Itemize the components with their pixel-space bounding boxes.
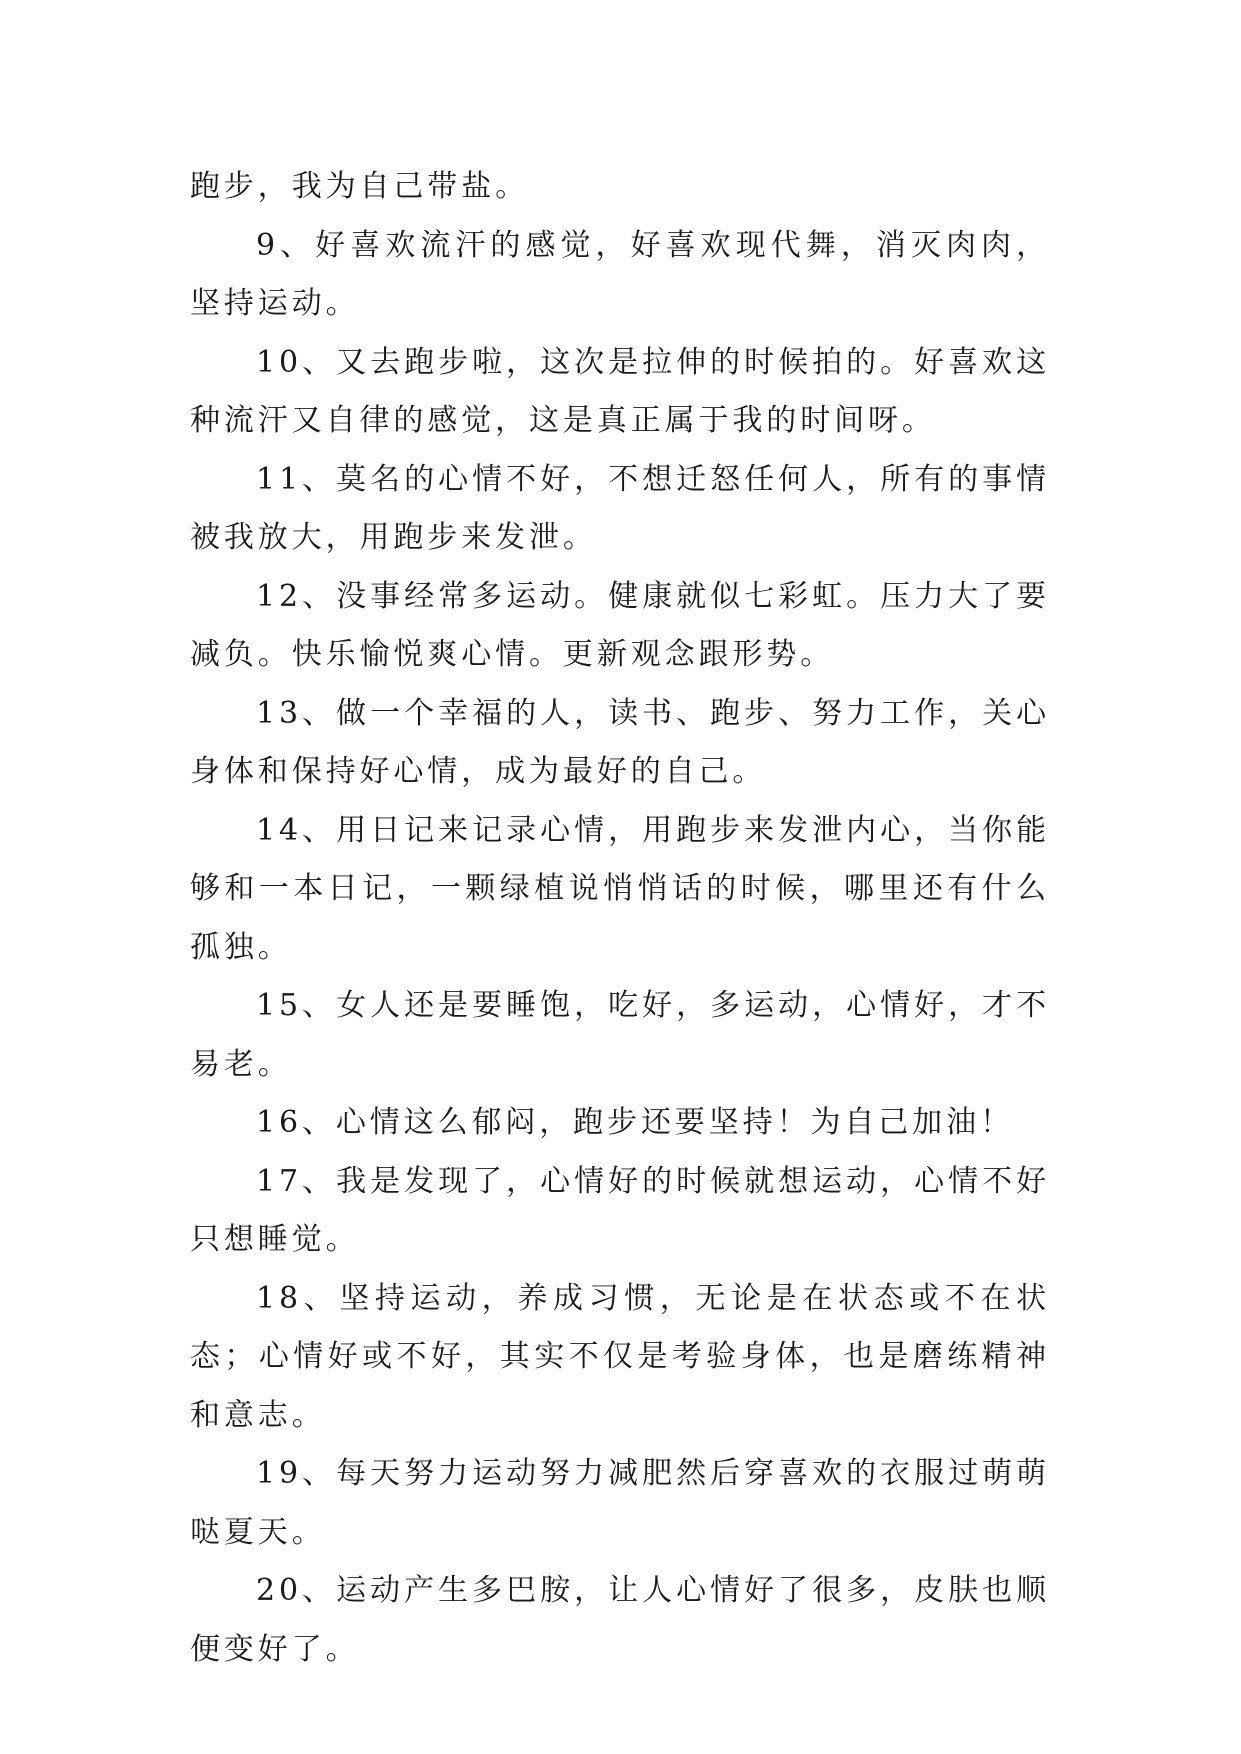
paragraph-item-16: 16、心情这么郁闷，跑步还要坚持！为自己加油！ [256,1105,1014,1140]
paragraph-item-9: 9、好喜欢流汗的感觉，好喜欢现代舞，消灭肉肉，坚持运动。 [190,227,1050,321]
paragraph-item-13: 13、做一个幸福的人，读书、跑步、努力工作，关心身体和保持好心情，成为最好的自己。 [190,695,1050,789]
document-page [190,158,1050,1679]
paragraph-item-18: 18、坚持运动，养成习惯，无论是在状态或不在状态；心情好或不好，其实不仅是考验身体，也是磨练精神和意志。 [190,1280,1050,1433]
paragraph-item-17: 17、我是发现了，心情好的时候就想运动，心情不好只想睡觉。 [190,1163,1050,1257]
paragraph-item-12: 12、没事经常多运动。健康就似七彩虹。压力大了要减负。快乐愉悦爽心情。更新观念跟形势。 [190,578,1050,672]
paragraph-item-20: 20、运动产生多巴胺，让人心情好了很多，皮肤也顺便变好了。 [190,1573,1050,1667]
paragraph-item-11: 11、莫名的心情不好，不想迁怒任何人，所有的事情被我放大，用跑步来发泄。 [190,461,1050,555]
paragraph-item-19: 19、每天努力运动努力减肥然后穿喜欢的衣服过萌萌哒夏天。 [190,1456,1050,1550]
paragraph-item-15: 15、女人还是要睡饱，吃好，多运动，心情好，才不易老。 [190,988,1050,1082]
paragraph-item-10: 10、又去跑步啦，这次是拉伸的时候拍的。好喜欢这种流汗又自律的感觉，这是真正属于我的时间呀。 [190,344,1050,438]
paragraph-item-14: 14、用日记来记录心情，用跑步来发泄内心，当你能够和一本日记，一颗绿植说悄悄话的时候，哪里还有什么孤独。 [190,812,1050,965]
paragraph-continuation: 跑步，我为自己带盐。 [190,169,529,204]
